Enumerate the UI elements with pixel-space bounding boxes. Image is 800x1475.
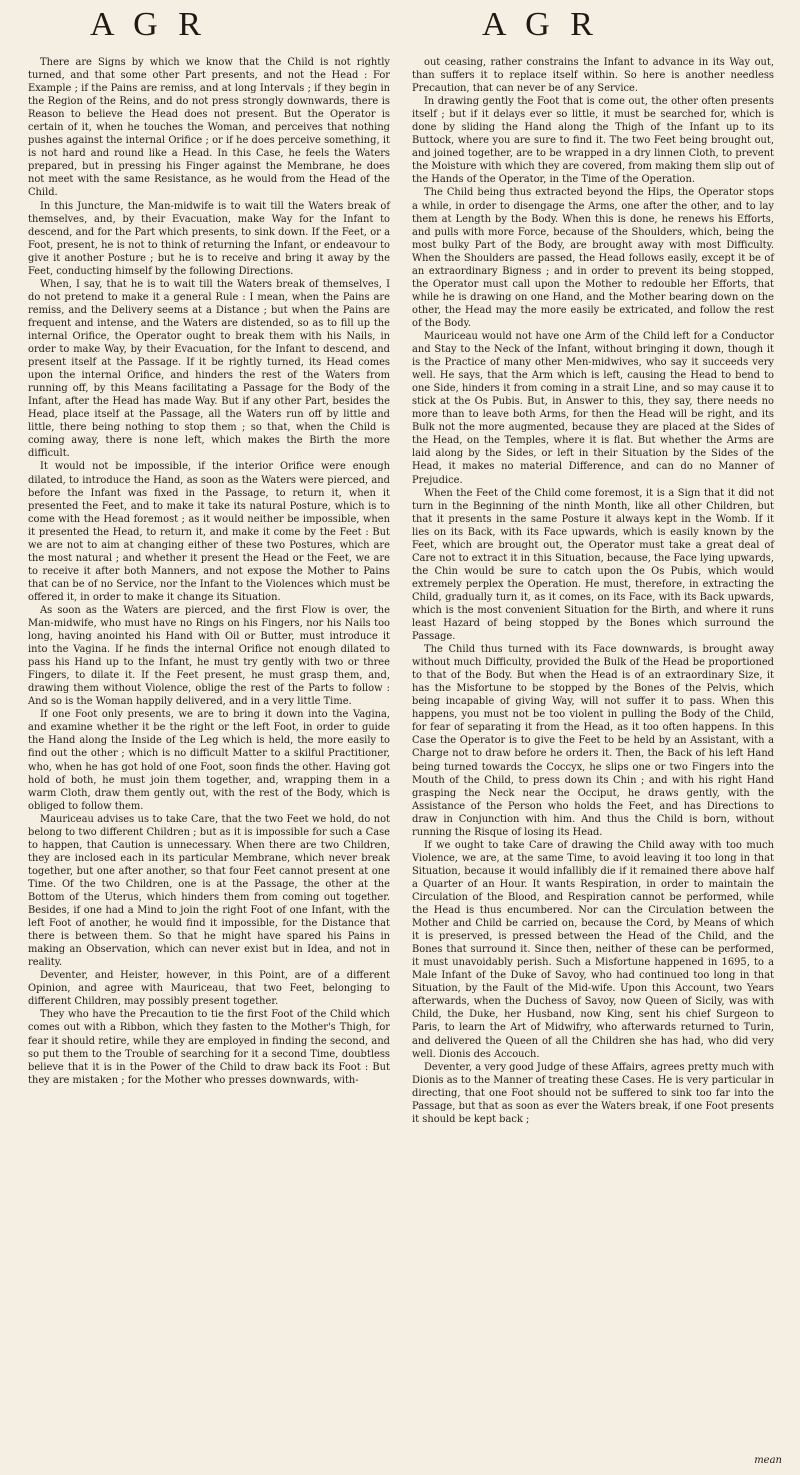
right-column	[412, 56, 774, 1126]
paragraph: The Child being thus extracted beyond the Hips, the Operator stops a while, in order to disengage the Arms, one after the other, and to lay them at Length by the Body. When this is done, he renews his Efforts, and pulls with more Force, because of the Shoulders, which, being the most bulky Part of the Body, are brought away with most Difficulty. When the Shoulders are passed, the Head follows easily, except it be of an extraordinary Bigness ; and in order to prevent its being stopped, the Operator must call upon the Mother to redouble her Efforts, that while he is drawing on one Hand, and the Mother bearing down on the other, the Head may the more easily be extricated, and follow the rest of the Body.	[412, 187, 774, 329]
running-head-left: A G R	[90, 6, 207, 43]
paragraph: Mauriceau would not have one Arm of the Child left for a Conductor and Stay to the Neck of the Infant, without bringing it down, though it is the Practice of many other Men-midwives, who say it succeeds very well. He says, that the Arm which is left, causing the Head to bend to one Side, hinders it from coming in a strait Line, and so may cause it to stick at the Os Pubis. But, in Answer to this, they say, there needs no more than to leave both Arms, for then the Head will be right, and its Bulk not the more augmented, because they are placed at the Sides of the Head, on the Temples, where it is flat. But whether the Arms are laid along by the Sides, or left in their Situation by the Sides of the Head, it makes no material Difference, and can do no Manner of Prejudice.	[412, 330, 774, 486]
paragraph: They who have the Precaution to tie the first Foot of the Child which comes out with a Ribbon, which they fasten to the Mother's Thigh, for fear it should retire, while they are employed in finding the second, and so put them to the Trouble of searching for it a second Time, doubtless believe that it is in the Power of the Child to draw back its Foot : But they are mistaken ; for the Mother who presses downwards, with-	[28, 1009, 390, 1086]
paragraph: Mauriceau advises us to take Care, that the two Feet we hold, do not belong to two different Children ; but as it is impossible for such a Case to happen, that Caution is unnecessary. When there are two Children, they are inclosed each in its particular Membrane, which never break together, but one after another, so that four Feet cannot present at one Time. Of the two Children, one is at the Passage, the other at the Bottom of the Uterus, which hinders them from coming out together. Besides, if one had a Mind to join the right Foot of one Infant, with the left Foot of another, he would find it impossible, for the Distance that there is between them. So that he might have spared his Pains in making an Observation, which can never exist but in Idea, and not in reality.	[28, 813, 390, 969]
paragraph: out ceasing, rather constrains the Infant to advance in its Way out, than suffers it to replace itself within. So here is another needless Precaution, that can never be of any Service.	[412, 57, 774, 95]
paragraph: Deventer, a very good Judge of these Affairs, agrees pretty much with Dionis as to the Manner of treating these Cases. He is very particular in directing, that one Foot should not be suffered to sink too far into the Passage, but that as soon as ever the Waters break, if one Foot presents it should be kept back ;	[412, 1061, 774, 1125]
running-head-right: A G R	[482, 6, 599, 43]
paragraph: As soon as the Waters are pierced, and the first Flow is over, the Man-midwife, who must have no Rings on his Fingers, nor his Nails too long, having anointed his Hand with Oil or Butter, must introduce it into the Vagina. If he finds the internal Orifice not enough dilated to pass his Hand up to the Infant, he must try gently with two or three Fingers, to dilate it. If the Feet present, he must grasp them, and, drawing them without Violence, oblige the rest of the Parts to follow : And so is the Woman happily delivered, and in a very little Time.	[28, 604, 390, 708]
paragraph: When, I say, that he is to wait till the Waters break of themselves, I do not pretend to make it a general Rule : I mean, when the Pains are remiss, and the Delivery seems at a Distance ; but when the Pains are frequent and intense, and the Waters are distended, so as to fill up the internal Orifice, the Operator ought to break them with his Nails, in order to make Way, by their Evacuation, for the Infant to descend, and present itself at the Passage. If it be rightly turned, its Head comes upon the internal Orifice, and hinders the rest of the Waters from running off, by this Means facilitating a Passage for the Body of the Infant, after the Head has made Way. But if any other Part, besides the Head, place itself at the Passage, all the Waters run off by little and little, there being nothing to stop them ; so that, when the Child is coming away, there is none left, which makes the Birth the more difficult.	[28, 278, 390, 460]
paragraph: The Child thus turned with its Face downwards, is brought away without much Difficulty, provided the Bulk of the Head be proportioned to that of the Body. But when the Head is of an extraordinary Size, it has the Misfortune to be stopped by the Bones of the Pelvis, which being incapable of giving Way, will not suffer it to pass. When this happens, you must not be too violent in pulling the Body of the Child, for fear of separating it from the Head, as it too often happens. In this Case the Operator is to give the Feet to be held by an Assistant, with a Charge not to draw before he orders it. Then, the Back of his left Hand being turned towards the Coccyx, he slips one or two Fingers into the Mouth of the Child, to press down its Chin ; and with his right Hand grasping the Neck near the Occiput, he draws gently, with the Assistance of the Person who holds the Feet, and has Directions to draw in Conjunction with him. And thus the Child is born, without running the Risque of losing its Head.	[412, 644, 774, 838]
paragraph: In drawing gently the Foot that is come out, the other often presents itself ; but if it delays ever so little, it must be searched for, which is done by sliding the Hand along the Thigh of the Infant up to its Buttock, where you are sure to find it. The two Feet being brought out, and joined together, are to be wrapped in a dry linnen Cloth, to prevent the Moisture with which they are covered, from making them slip out of the Hands of the Operator, in the Time of the Operation.	[412, 96, 774, 186]
paragraph: In this Juncture, the Man-midwife is to wait till the Waters break of themselves, and, by their Evacuation, make Way for the Infant to descend, and for the Part which presents, to sink down. If the Feet, or a Foot, present, he is not to think of returning the Infant, or endeavour to give it another Posture ; but he is to receive and bring it away by the Feet, conducting himself by the following Directions.	[28, 200, 390, 277]
left-column	[28, 56, 390, 1087]
paragraph: There are Signs by which we know that the Child is not rightly turned, and that some other Part presents, and not the Head : For Example ; if the Pains are remiss, and at long Intervals ; if they begin in the Region of the Reins, and do not press strongly downwards, there is Reason to believe the Head does not present. But the Operator is certain of it, when he touches the Woman, and perceives that nothing pushes against the internal Orifice ; or if he does perceive something, it is not hard and round like a Head. In this Case, he feels the Waters prepared, but in pressing his Finger against the Membrane, he does not meet with the same Resistance, as he would from the Head of the Child.	[28, 57, 390, 199]
paragraph: If we ought to take Care of drawing the Child away with too much Violence, we are, at the same Time, to avoid leaving it too long in that Situation, because it would infallibly die if it remained there above half a Quarter of an Hour. It wants Respiration, in order to maintain the Circulation of the Blood, and Respiration cannot be performed, while the Head is thus encumbered. Nor can the Circulation between the Mother and Child be carried on, because the Cord, by Means of which it is preserved, is pressed between the Head of the Child, and the Bones that surround it. Since then, neither of these can be performed, it must unavoidably perish. Such a Misfortune happened in 1695, to a Male Infant of the Duke of Savoy, who had continued too long in that Situation, by the Fault of the Mid-wife. Upon this Account, two Years afterwards, when the Duchess of Savoy, now Queen of Sicily, was with Child, the Duke, her Husband, now King, sent his chief Surgeon to Paris, to learn the Art of Midwifry, who afterwards returned to Turin, and delivered the Queen of all the Children she has had, who did very well. Dionis des Accouch.	[412, 839, 774, 1060]
catchword: mean	[754, 1455, 782, 1466]
paragraph: If one Foot only presents, we are to bring it down into the Vagina, and examine whether it be the right or the left Foot, in order to guide the Hand along the Inside of the Leg which is held, the more easily to find out the other ; which is no difficult Matter to a skilful Practitioner, who, when he has got hold of one Foot, soon finds the other. Having got hold of both, he must join them together, and, wrapping them in a warm Cloth, draw them gently out, with the rest of the Body, which is obliged to follow them.	[28, 709, 390, 812]
paragraph: Deventer, and Heister, however, in this Point, are of a different Opinion, and agree with Mauriceau, that two Feet, belonging to different Children, may possibly present together.	[28, 970, 390, 1008]
paragraph: It would not be impossible, if the interior Orifice were enough dilated, to introduce the Hand, as soon as the Waters were pierced, and before the Infant was fixed in the Passage, to return it, when it presented the Feet, and to make it take its natural Posture, which is to come with the Head foremost ; as it would neither be impossible, when it presented the Head, to return it, and make it come by the Feet : But we are not to aim at changing either of these two Postures, which are the most natural ; and whether it present the Head or the Feet, we are to receive it after both Manners, and not expose the Mother to Pains that can be of no Service, nor the Infant to the Violences which must be offered it, in order to make it change its Situation.	[28, 461, 390, 603]
paragraph: When the Feet of the Child come foremost, it is a Sign that it did not turn in the Beginning of the ninth Month, like all other Children, but that it presents in the same Posture it always kept in the Womb. If it lies on its Back, with its Face upwards, which is easily known by the Feet, which are brought out, the Operator must take a great deal of Care not to extract it in this Situation, because, the Face lying upwards, the Chin would be sure to catch upon the Os Pubis, which would extremely perplex the Operation. He must, therefore, in extracting the Child, gradually turn it, as it comes, on its Face, with its Back upwards, which is the most convenient Situation for the Birth, and where it runs least Hazard of being stopped by the Bones which surround the Passage.	[412, 487, 774, 643]
